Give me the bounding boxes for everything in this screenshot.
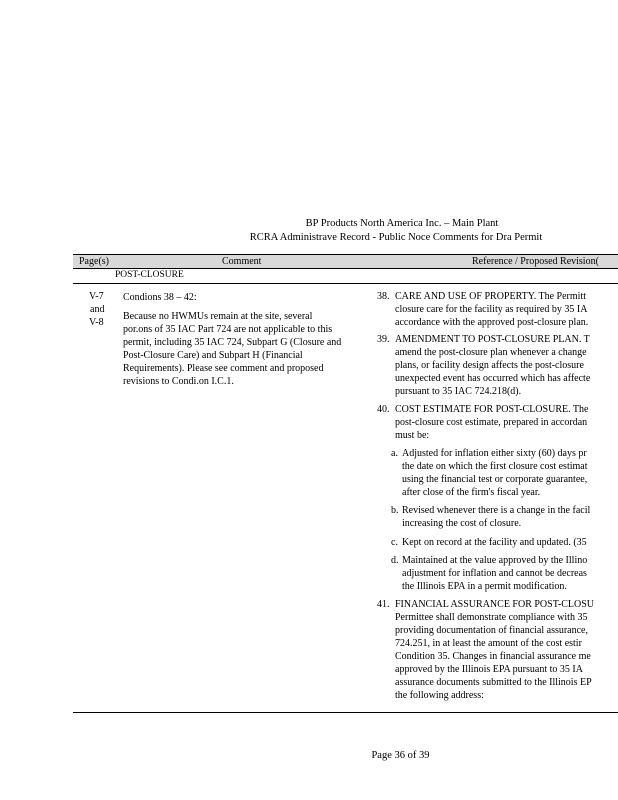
column-header-pages: Page(s) <box>79 256 109 267</box>
comment-line: Post-Closure Care) and Subpart H (Financial <box>123 350 303 361</box>
reference-text <box>402 554 587 593</box>
reference-line: the Illinois EPA in a permit modification. <box>402 581 567 592</box>
comment-title: Condions 38 – 42: <box>123 292 197 303</box>
reference-line: adjustment for inflation and cannot be decreas <box>402 568 587 579</box>
reference-number: d. <box>391 555 399 566</box>
page-line: V-8 <box>89 317 104 328</box>
reference-number: 38. <box>377 291 390 302</box>
reference-line: Maintained at the value approved by the Illino <box>402 555 588 566</box>
reference-line: unexpected event has occurred which has affecte <box>395 373 591 384</box>
section-label: POST-CLOSURE <box>115 270 184 280</box>
reference-text <box>395 290 588 329</box>
reference-line: closure care for the facility as required by 35 IA <box>395 304 588 315</box>
reference-text <box>395 598 594 702</box>
reference-line: after close of the firm's fiscal year. <box>402 487 541 498</box>
reference-text <box>402 504 590 530</box>
reference-text <box>395 333 590 398</box>
reference-number: 40. <box>377 404 390 415</box>
column-header-reference: Reference / Proposed Revision( <box>472 256 599 267</box>
page-line: V-7 <box>89 291 104 302</box>
reference-line: must be: <box>395 430 430 441</box>
comment-line: Requirements). Please see comment and proposed <box>123 363 324 374</box>
reference-line: Kept on record at the facility and updated. (35 <box>402 537 587 548</box>
reference-line: Permittee shall demonstrate compliance with 35 <box>395 612 588 623</box>
reference-line: FINANCIAL ASSURANCE FOR POST-CLOSU <box>395 599 595 610</box>
document-subtitle: RCRA Administrave Record - Public Noce Comments for Dra Permit <box>249 232 543 243</box>
reference-line: Condition 35. Changes in financial assurance me <box>395 651 591 662</box>
reference-number: c. <box>391 537 398 548</box>
reference-line: accordance with the approved post-closure plan. <box>395 317 589 328</box>
page-line: and <box>90 304 105 315</box>
reference-line: increasing the cost of closure. <box>402 518 522 529</box>
reference-line: the following address: <box>395 690 484 701</box>
page-number: Page 36 of 39 <box>371 750 430 761</box>
reference-line: approved by the Illinois EPA pursuant to 35 IA <box>395 664 583 675</box>
document-title: BP Products North America Inc. – Main Plant <box>305 218 499 229</box>
reference-line: 724.251, in at least the amount of the cost estir <box>395 638 582 649</box>
reference-line: Revised whenever there is a change in the facil <box>402 505 591 516</box>
reference-line: AMENDMENT TO POST-CLOSURE PLAN. T <box>395 334 590 345</box>
reference-number: 41. <box>377 599 390 610</box>
reference-number: a. <box>391 448 398 459</box>
reference-line: Adjusted for inflation either sixty (60) days pr <box>402 448 587 459</box>
reference-line: post-closure cost estimate, prepared in accordan <box>395 417 588 428</box>
reference-text <box>402 447 588 499</box>
reference-text <box>395 403 588 442</box>
reference-number: b. <box>391 505 399 516</box>
reference-line: COST ESTIMATE FOR POST-CLOSURE. The <box>395 404 589 415</box>
comment-line: permit, including 35 IAC 724, Subpart G (Closure and <box>123 337 342 348</box>
column-header-comment: Comment <box>222 256 262 267</box>
reference-line: plans, or facility design affects the post-closure <box>395 360 584 371</box>
reference-line: CARE AND USE OF PROPERTY. The Permitt <box>395 291 587 302</box>
reference-text <box>402 536 587 549</box>
reference-line: assurance documents submitted to the Illinois EP <box>395 677 592 688</box>
reference-line: amend the post-closure plan whenever a change <box>395 347 587 358</box>
reference-number: 39. <box>377 334 390 345</box>
comment-line: Because no HWMUs remain at the site, several <box>123 311 313 322</box>
reference-line: pursuant to 35 IAC 724.218(d). <box>395 386 522 397</box>
comment-line: revisions to Condi.on I.C.1. <box>123 376 234 387</box>
comment-line: por.ons of 35 IAC Part 724 are not applicable to this <box>123 324 333 335</box>
reference-line: using the financial test or corporate guarantee, <box>402 474 588 485</box>
reference-line: the date on which the first closure cost estimat <box>402 461 588 472</box>
table-bottom-rule <box>73 712 618 713</box>
reference-line: providing documentation of financial assurance, <box>395 625 588 636</box>
